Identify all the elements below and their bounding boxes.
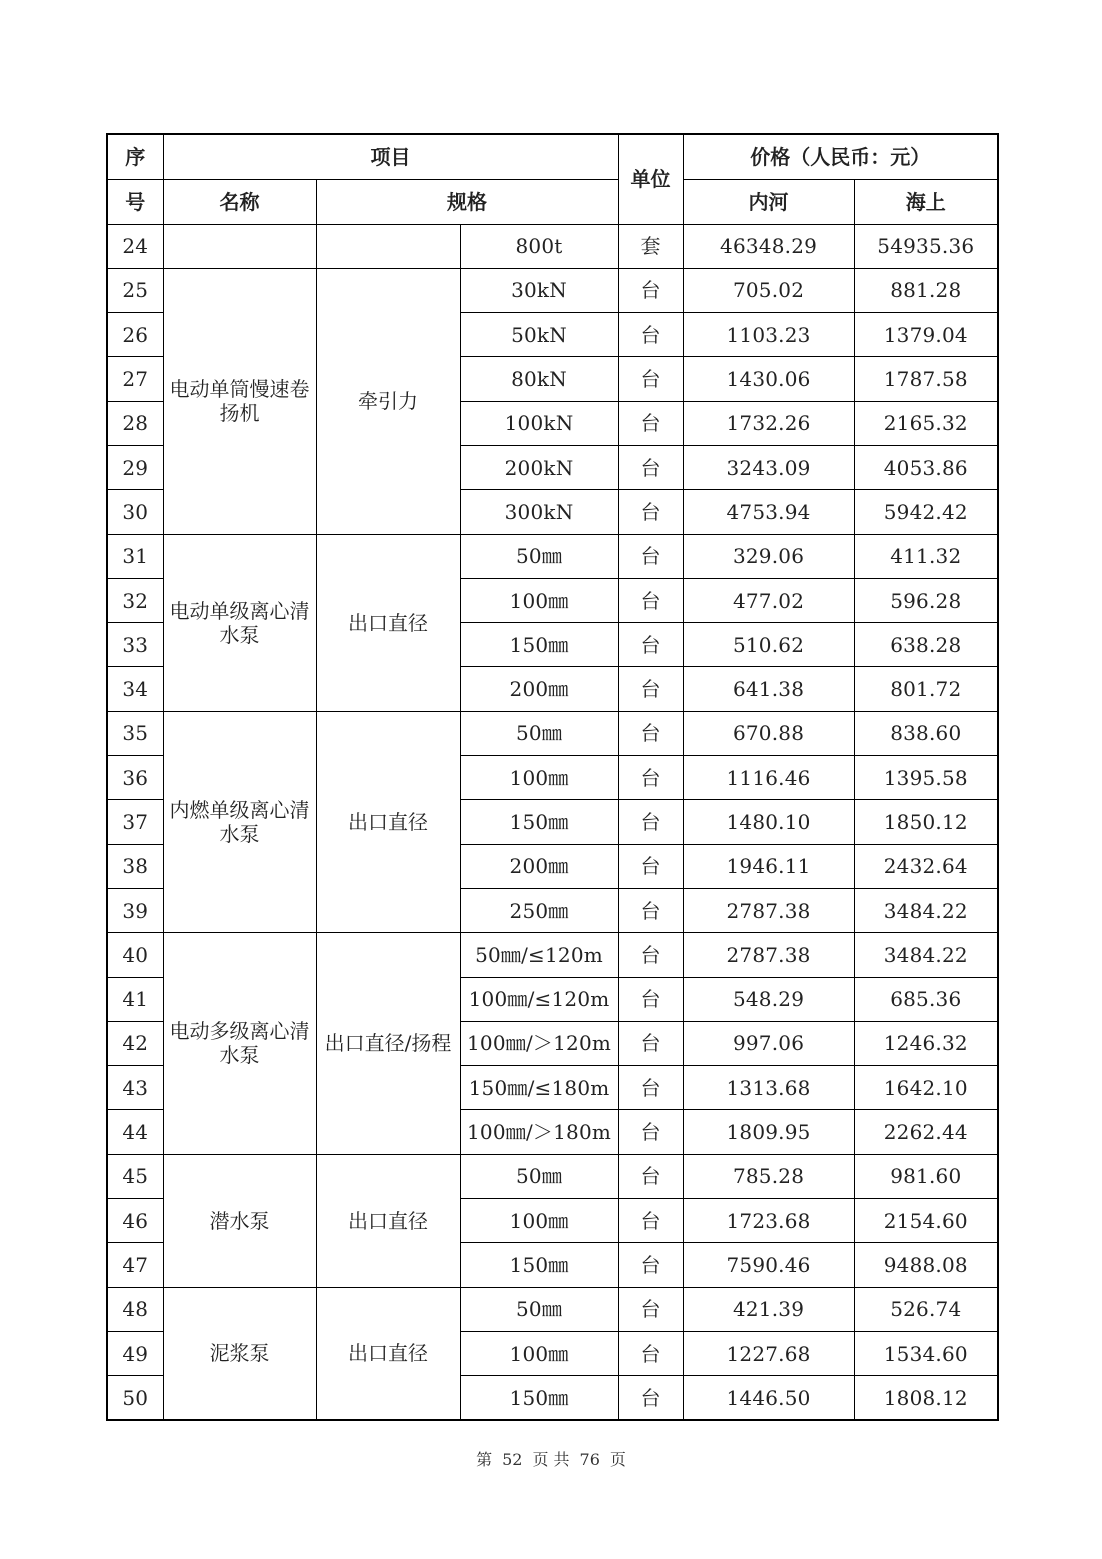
seq-cell: 49	[107, 1331, 163, 1375]
spec-type-cell: 出口直径	[316, 1287, 460, 1420]
spec-value-cell: 100㎜	[460, 578, 618, 622]
spec-value-cell: 250㎜	[460, 888, 618, 932]
seq-cell: 28	[107, 401, 163, 445]
equipment-name-cell: 内燃单级离心清水泵	[163, 711, 316, 932]
sea-price-cell: 5942.42	[854, 490, 998, 534]
spec-type-cell: 出口直径	[316, 1154, 460, 1287]
sea-price-cell: 2154.60	[854, 1199, 998, 1243]
inland-price-cell: 641.38	[683, 667, 854, 711]
spec-value-cell: 100㎜	[460, 1199, 618, 1243]
sea-price-cell: 1642.10	[854, 1066, 998, 1110]
spec-value-cell: 150㎜	[460, 1243, 618, 1287]
spec-value-cell: 100㎜	[460, 756, 618, 800]
sea-price-cell: 685.36	[854, 977, 998, 1021]
inland-price-cell: 1480.10	[683, 800, 854, 844]
inland-price-cell: 329.06	[683, 534, 854, 578]
inland-price-cell: 1723.68	[683, 1199, 854, 1243]
spec-value-cell: 150㎜	[460, 800, 618, 844]
equipment-name-cell	[163, 224, 316, 268]
inland-price-cell: 1116.46	[683, 756, 854, 800]
header-seq-top: 序	[107, 134, 163, 179]
sea-price-cell: 3484.22	[854, 933, 998, 977]
equipment-name-cell: 电动单筒慢速卷扬机	[163, 268, 316, 534]
seq-cell: 48	[107, 1287, 163, 1331]
sea-price-cell: 1395.58	[854, 756, 998, 800]
sea-price-cell: 838.60	[854, 711, 998, 755]
sea-price-cell: 4053.86	[854, 445, 998, 489]
sea-price-cell: 526.74	[854, 1287, 998, 1331]
inland-price-cell: 510.62	[683, 623, 854, 667]
footer-page-number: 52	[502, 1450, 523, 1469]
spec-value-cell: 50㎜	[460, 711, 618, 755]
footer-total-pages: 76	[579, 1450, 600, 1469]
inland-price-cell: 421.39	[683, 1287, 854, 1331]
seq-cell: 24	[107, 224, 163, 268]
seq-cell: 40	[107, 933, 163, 977]
page-footer	[0, 1447, 1102, 1470]
sea-price-cell: 1246.32	[854, 1021, 998, 1065]
sea-price-cell: 1787.58	[854, 357, 998, 401]
sea-price-cell: 1534.60	[854, 1331, 998, 1375]
spec-value-cell: 50㎜	[460, 1287, 618, 1331]
header-sea: 海上	[854, 179, 998, 224]
inland-price-cell: 1103.23	[683, 313, 854, 357]
sea-price-cell: 2432.64	[854, 844, 998, 888]
inland-price-cell: 997.06	[683, 1021, 854, 1065]
price-table	[106, 133, 999, 1421]
sea-price-cell: 881.28	[854, 268, 998, 312]
unit-cell: 台	[618, 800, 683, 844]
equipment-name-cell: 电动单级离心清水泵	[163, 534, 316, 711]
header-name: 名称	[163, 179, 316, 224]
spec-value-cell: 150㎜/≤180m	[460, 1066, 618, 1110]
seq-cell: 27	[107, 357, 163, 401]
unit-cell: 台	[618, 711, 683, 755]
footer-suffix: 页	[609, 1450, 626, 1469]
unit-cell: 台	[618, 1199, 683, 1243]
unit-cell: 台	[618, 933, 683, 977]
inland-price-cell: 4753.94	[683, 490, 854, 534]
spec-value-cell: 100㎜/≤120m	[460, 977, 618, 1021]
unit-cell: 台	[618, 313, 683, 357]
unit-cell: 台	[618, 844, 683, 888]
seq-cell: 41	[107, 977, 163, 1021]
spec-value-cell: 150㎜	[460, 623, 618, 667]
seq-cell: 36	[107, 756, 163, 800]
equipment-name-cell: 泥浆泵	[163, 1287, 316, 1420]
inland-price-cell: 1227.68	[683, 1331, 854, 1375]
inland-price-cell: 1732.26	[683, 401, 854, 445]
header-unit: 单位	[618, 134, 683, 224]
spec-value-cell: 50㎜/≤120m	[460, 933, 618, 977]
spec-value-cell: 100㎜/＞180m	[460, 1110, 618, 1154]
header-price: 价格（人民币：元）	[683, 134, 998, 179]
table-row	[107, 1287, 998, 1331]
inland-price-cell: 3243.09	[683, 445, 854, 489]
sea-price-cell: 3484.22	[854, 888, 998, 932]
inland-price-cell: 785.28	[683, 1154, 854, 1198]
sea-price-cell: 596.28	[854, 578, 998, 622]
inland-price-cell: 477.02	[683, 578, 854, 622]
unit-cell: 台	[618, 578, 683, 622]
sea-price-cell: 801.72	[854, 667, 998, 711]
seq-cell: 29	[107, 445, 163, 489]
table-row	[107, 711, 998, 755]
unit-cell: 台	[618, 401, 683, 445]
spec-value-cell: 50kN	[460, 313, 618, 357]
spec-value-cell: 50㎜	[460, 1154, 618, 1198]
unit-cell: 台	[618, 1110, 683, 1154]
table-row	[107, 268, 998, 312]
seq-cell: 46	[107, 1199, 163, 1243]
sea-price-cell: 54935.36	[854, 224, 998, 268]
inland-price-cell: 2787.38	[683, 888, 854, 932]
spec-value-cell: 30kN	[460, 268, 618, 312]
inland-price-cell: 7590.46	[683, 1243, 854, 1287]
sea-price-cell: 638.28	[854, 623, 998, 667]
inland-price-cell: 1430.06	[683, 357, 854, 401]
seq-cell: 39	[107, 888, 163, 932]
inland-price-cell: 1313.68	[683, 1066, 854, 1110]
table-row	[107, 933, 998, 977]
seq-cell: 43	[107, 1066, 163, 1110]
unit-cell: 台	[618, 1021, 683, 1065]
seq-cell: 35	[107, 711, 163, 755]
unit-cell: 台	[618, 1243, 683, 1287]
unit-cell: 台	[618, 1287, 683, 1331]
spec-value-cell: 80kN	[460, 357, 618, 401]
inland-price-cell: 46348.29	[683, 224, 854, 268]
spec-type-cell: 出口直径	[316, 711, 460, 932]
sea-price-cell: 2165.32	[854, 401, 998, 445]
spec-type-cell	[316, 224, 460, 268]
spec-value-cell: 100㎜/＞120m	[460, 1021, 618, 1065]
inland-price-cell: 1446.50	[683, 1376, 854, 1420]
spec-type-cell: 出口直径/扬程	[316, 933, 460, 1154]
header-inland: 内河	[683, 179, 854, 224]
seq-cell: 30	[107, 490, 163, 534]
spec-value-cell: 200㎜	[460, 667, 618, 711]
inland-price-cell: 705.02	[683, 268, 854, 312]
seq-cell: 42	[107, 1021, 163, 1065]
unit-cell: 台	[618, 1154, 683, 1198]
spec-value-cell: 200kN	[460, 445, 618, 489]
header-seq-bottom: 号	[107, 179, 163, 224]
seq-cell: 34	[107, 667, 163, 711]
inland-price-cell: 670.88	[683, 711, 854, 755]
unit-cell: 台	[618, 357, 683, 401]
seq-cell: 25	[107, 268, 163, 312]
unit-cell: 台	[618, 1066, 683, 1110]
inland-price-cell: 1809.95	[683, 1110, 854, 1154]
unit-cell: 台	[618, 268, 683, 312]
spec-value-cell: 100㎜	[460, 1331, 618, 1375]
table-row	[107, 1154, 998, 1198]
spec-value-cell: 150㎜	[460, 1376, 618, 1420]
header-row-1	[107, 134, 998, 179]
unit-cell: 台	[618, 756, 683, 800]
sea-price-cell: 9488.08	[854, 1243, 998, 1287]
header-item: 项目	[163, 134, 618, 179]
seq-cell: 38	[107, 844, 163, 888]
spec-value-cell: 200㎜	[460, 844, 618, 888]
seq-cell: 26	[107, 313, 163, 357]
header-row-2	[107, 179, 998, 224]
seq-cell: 31	[107, 534, 163, 578]
sea-price-cell: 1850.12	[854, 800, 998, 844]
unit-cell: 套	[618, 224, 683, 268]
seq-cell: 50	[107, 1376, 163, 1420]
table-row	[107, 534, 998, 578]
spec-value-cell: 300kN	[460, 490, 618, 534]
seq-cell: 37	[107, 800, 163, 844]
equipment-name-cell: 电动多级离心清水泵	[163, 933, 316, 1154]
sea-price-cell: 981.60	[854, 1154, 998, 1198]
spec-type-cell: 牵引力	[316, 268, 460, 534]
unit-cell: 台	[618, 490, 683, 534]
table-row	[107, 224, 998, 268]
seq-cell: 33	[107, 623, 163, 667]
spec-type-cell: 出口直径	[316, 534, 460, 711]
unit-cell: 台	[618, 977, 683, 1021]
sea-price-cell: 411.32	[854, 534, 998, 578]
sea-price-cell: 1379.04	[854, 313, 998, 357]
unit-cell: 台	[618, 1331, 683, 1375]
unit-cell: 台	[618, 445, 683, 489]
spec-value-cell: 100kN	[460, 401, 618, 445]
unit-cell: 台	[618, 623, 683, 667]
inland-price-cell: 1946.11	[683, 844, 854, 888]
footer-prefix: 第	[476, 1450, 493, 1469]
sea-price-cell: 2262.44	[854, 1110, 998, 1154]
equipment-name-cell: 潜水泵	[163, 1154, 316, 1287]
unit-cell: 台	[618, 667, 683, 711]
inland-price-cell: 2787.38	[683, 933, 854, 977]
unit-cell: 台	[618, 888, 683, 932]
spec-value-cell: 50㎜	[460, 534, 618, 578]
seq-cell: 44	[107, 1110, 163, 1154]
footer-middle: 页 共	[532, 1450, 570, 1469]
table-body	[107, 224, 998, 1420]
unit-cell: 台	[618, 1376, 683, 1420]
seq-cell: 32	[107, 578, 163, 622]
seq-cell: 45	[107, 1154, 163, 1198]
header-spec: 规格	[316, 179, 618, 224]
inland-price-cell: 548.29	[683, 977, 854, 1021]
seq-cell: 47	[107, 1243, 163, 1287]
spec-value-cell: 800t	[460, 224, 618, 268]
sea-price-cell: 1808.12	[854, 1376, 998, 1420]
unit-cell: 台	[618, 534, 683, 578]
